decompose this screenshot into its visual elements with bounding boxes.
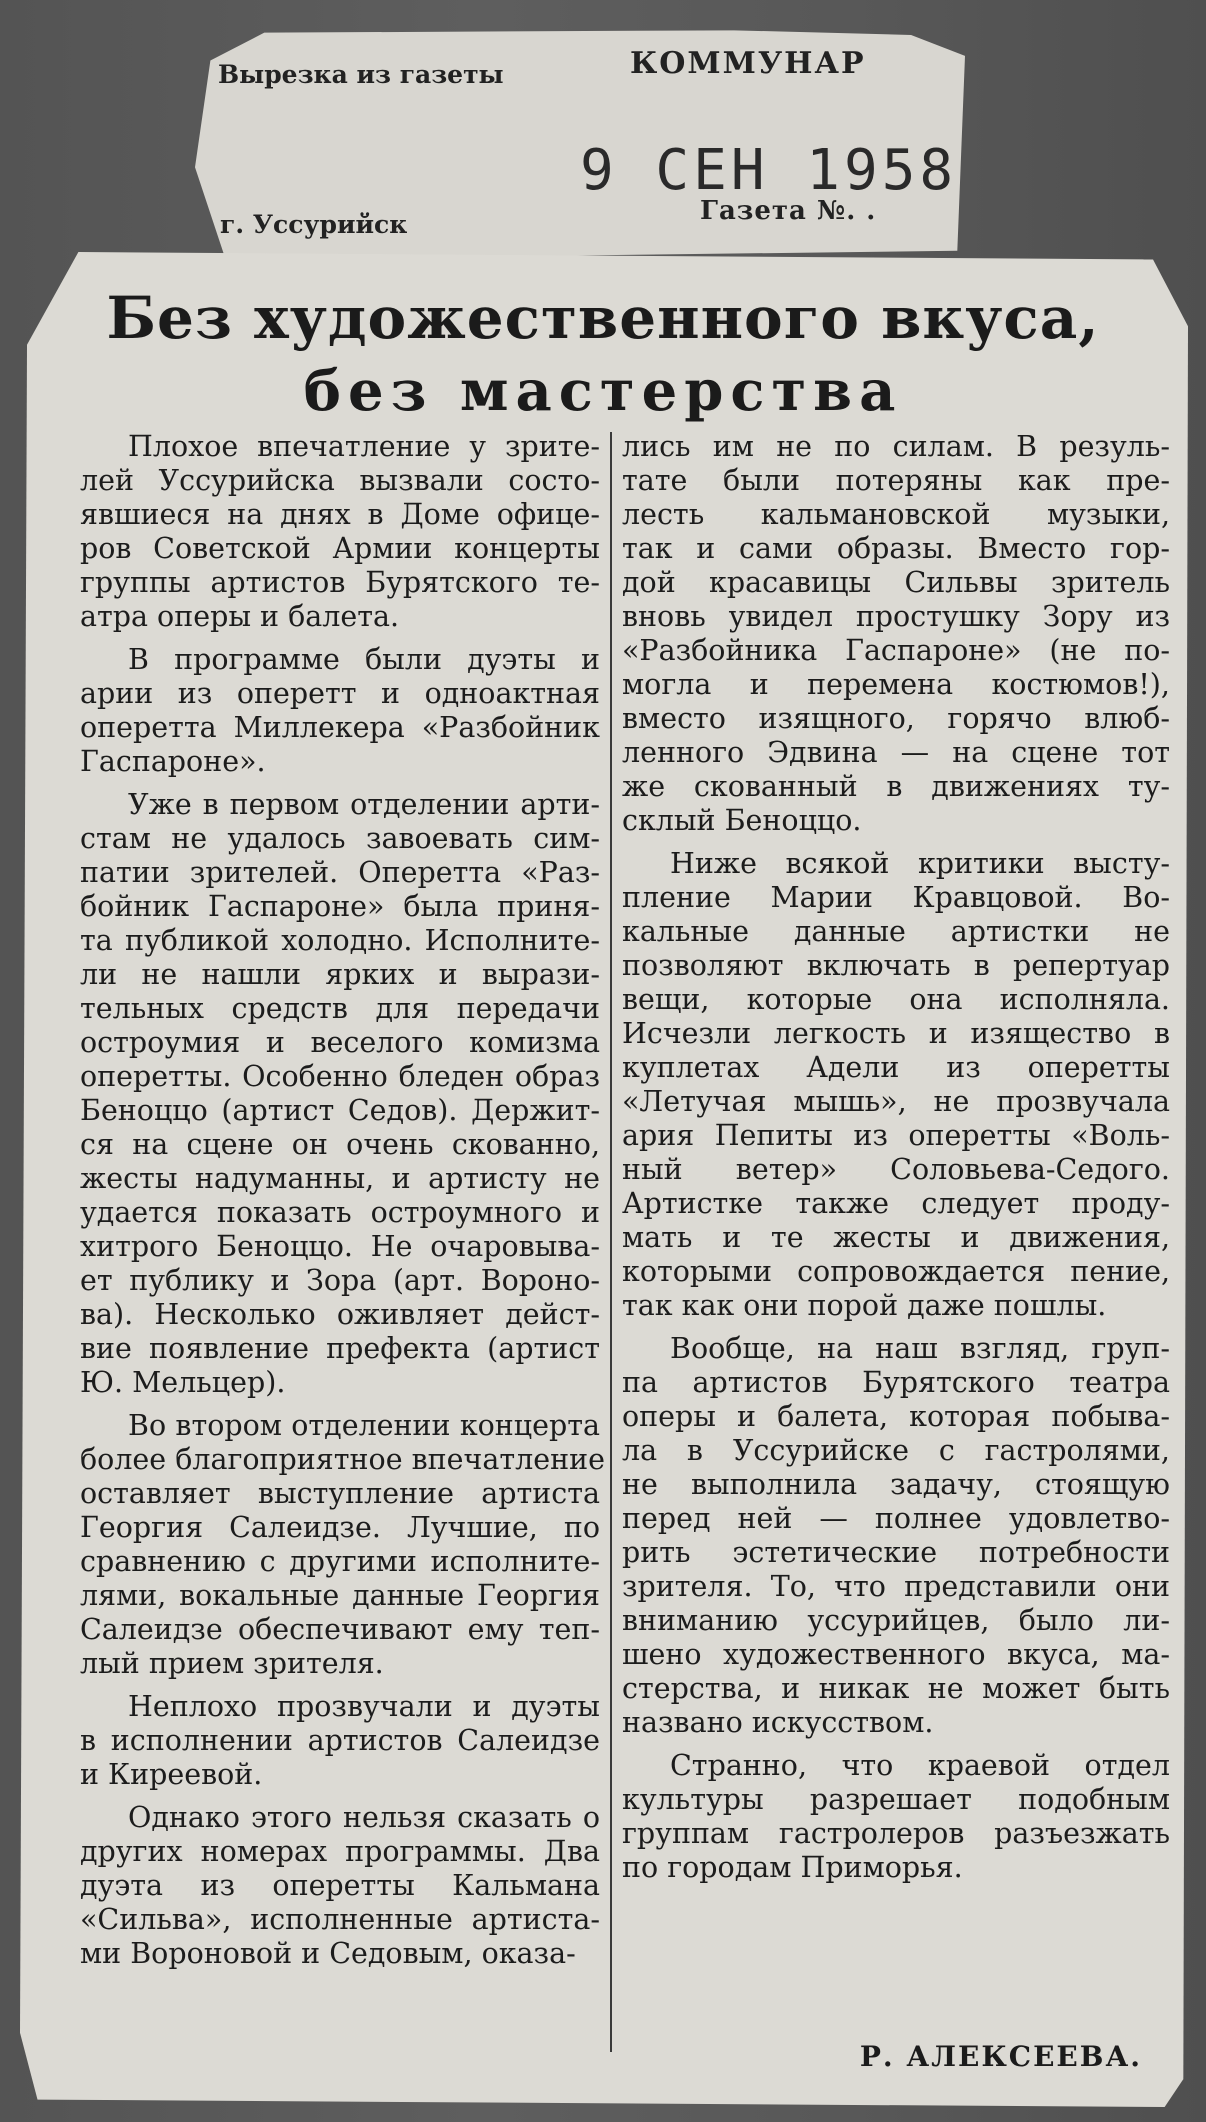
article-line: «Летучая мышь», не прозвучала xyxy=(622,1085,1170,1118)
article-line: позволяют включать в репертуар xyxy=(622,949,1170,982)
article-line: культуры разрешает подобным xyxy=(622,1783,1170,1816)
article-line: Артистке также следует проду- xyxy=(622,1187,1170,1220)
article-line: Беноццо (артист Седов). Держит- xyxy=(80,1094,600,1127)
article-line: и Киреевой. xyxy=(80,1758,263,1791)
article-line: тате были потеряны как пре- xyxy=(622,464,1170,497)
article-line: ет публику и Зора (арт. Вороно- xyxy=(80,1264,600,1297)
article-line: стерства, и никак не может быть xyxy=(622,1672,1170,1705)
article-line: пление Марии Кравцовой. Во- xyxy=(622,881,1170,914)
paragraph-gap xyxy=(80,634,600,643)
article-line: не выполнила задачу, стоящую xyxy=(622,1468,1170,1501)
article-line: более благоприятное впечатление xyxy=(80,1443,605,1476)
paragraph-gap xyxy=(622,1323,1170,1332)
paragraph-gap xyxy=(80,1792,600,1801)
article-line: остроумия и веселого комизма xyxy=(80,1026,600,1059)
article-line: лей Уссурийска вызвали состо- xyxy=(80,464,600,497)
paragraph-gap xyxy=(622,838,1170,847)
article-line: ми Вороновой и Седовым, оказа- xyxy=(80,1937,576,1970)
article-line: в исполнении артистов Салеидзе xyxy=(80,1724,600,1757)
article-line: патии зрителей. Оперетта «Раз- xyxy=(80,856,600,889)
article-line: вместо изящного, горячо влюб- xyxy=(622,702,1170,735)
newspaper-name: КОММУНАР xyxy=(630,46,866,81)
article-line: Плохое впечатление у зрите- xyxy=(128,430,600,463)
article-line: ва). Несколько оживляет дейст- xyxy=(80,1298,600,1331)
article-line: мать и те жесты и движения, xyxy=(622,1221,1170,1254)
article-line: Салеидзе обеспечивают ему теп- xyxy=(80,1613,600,1646)
date-stamp: 9 СЕН 1958 xyxy=(580,138,958,203)
article-line: Однако этого нельзя сказать о xyxy=(128,1801,600,1834)
article-author: Р. АЛЕКСЕЕВА. xyxy=(859,2040,1142,2073)
article-line: лями, вокальные данные Георгия xyxy=(80,1579,600,1612)
article-line: лись им не по силам. В резуль- xyxy=(622,430,1170,463)
article-title-line-2: без мастерства xyxy=(303,358,903,424)
article-line: Странно, что краевой отдел xyxy=(670,1749,1170,1782)
article-line: вниманию уссурийцев, было ли- xyxy=(622,1604,1170,1637)
article-line: оперетты. Особенно бледен образ xyxy=(80,1060,600,1093)
article-line: вие появление префекта (артист xyxy=(80,1332,600,1365)
article-line: оставляет выступление артиста xyxy=(80,1477,600,1510)
article-line: па артистов Бурятского театра xyxy=(622,1366,1170,1399)
article-line: Вообще, на наш взгляд, груп- xyxy=(670,1332,1170,1365)
article-line: дуэта из оперетты Кальмана xyxy=(80,1869,600,1902)
article-line: же скованный в движениях ту- xyxy=(622,770,1170,803)
article-line: могла и перемена костюмов!), xyxy=(622,668,1170,701)
article-line: Георгия Салеидзе. Лучшие, по xyxy=(80,1511,600,1544)
article-line: вновь увидел простушку Зору из xyxy=(622,600,1170,633)
paragraph-gap xyxy=(80,779,600,788)
article-line: «Сильва», исполненные артиста- xyxy=(80,1903,600,1936)
article-line: куплетах Адели из оперетты xyxy=(622,1051,1170,1084)
paragraph-gap xyxy=(80,1681,600,1690)
article-line: тельных средств для передачи xyxy=(80,992,600,1025)
article-line: та публикой холодно. Исполните- xyxy=(80,924,600,957)
article-line: лесть кальмановской музыки, xyxy=(622,498,1170,531)
article-line: так как они порой даже пошлы. xyxy=(622,1289,1107,1322)
article-line: удается показать остроумного и xyxy=(80,1196,600,1229)
article-line: бойник Гаспароне» была приня- xyxy=(80,890,600,923)
article-line: Ю. Мельцер). xyxy=(80,1366,286,1399)
article-line: стам не удалось завоевать сим- xyxy=(80,822,600,855)
article-line: сравнению с другими исполните- xyxy=(80,1545,600,1578)
paragraph-gap xyxy=(80,1400,600,1409)
article-line: ли не нашли ярких и вырази- xyxy=(80,958,600,991)
article-line: лый прием зрителя. xyxy=(80,1647,384,1680)
article-line: Гаспароне». xyxy=(80,745,266,778)
article-line: ария Пепиты из оперетты «Воль- xyxy=(622,1119,1170,1152)
article-line: других номерах программы. Два xyxy=(80,1835,600,1868)
article-line: вещи, которые она исполняла. xyxy=(622,983,1170,1016)
article-left-column xyxy=(80,430,605,1971)
article-line: ла в Уссурийске с гастролями, xyxy=(622,1434,1170,1467)
article-line: группам гастролеров разъезжать xyxy=(622,1817,1170,1850)
article-title-line-1: Без художественного вкуса, xyxy=(106,284,1100,352)
article-line: атра оперы и балета. xyxy=(80,600,400,633)
article-line: Исчезли легкость и изящество в xyxy=(622,1017,1170,1050)
article-line: ров Советской Армии концерты xyxy=(80,532,600,565)
article-line: Во втором отделении концерта xyxy=(128,1409,600,1442)
article-line: оперетта Миллекера «Разбойник xyxy=(80,711,600,744)
article-line: кальные данные артистки не xyxy=(622,915,1170,948)
article-line: которыми сопровождается пение, xyxy=(622,1255,1170,1288)
article-line: группы артистов Бурятского те- xyxy=(80,566,600,599)
article-right-column xyxy=(622,430,1170,1885)
article-line: жесты надуманны, и артисту не xyxy=(80,1162,600,1195)
article-line: рить эстетические потребности xyxy=(622,1536,1170,1569)
article-line: по городам Приморья. xyxy=(622,1851,963,1884)
column-divider xyxy=(610,432,612,2052)
article-line: арии из оперетт и одноактная xyxy=(80,677,600,710)
article-line: ный ветер» Соловьева-Седого. xyxy=(622,1153,1170,1186)
clipping-label: Вырезка из газеты xyxy=(218,60,504,89)
paragraph-gap xyxy=(622,1740,1170,1749)
article-line: названо искусством. xyxy=(622,1706,934,1739)
article-line: Неплохо прозвучали и дуэты xyxy=(128,1690,600,1723)
article-line: ся на сцене он очень скованно, xyxy=(80,1128,600,1161)
city-label: г. Уссурийск xyxy=(220,210,408,239)
article-line: В программе были дуэты и xyxy=(128,643,600,676)
article-line: хитрого Беноццо. Не очаровыва- xyxy=(80,1230,600,1263)
article-line: ленного Эдвина — на сцене тот xyxy=(622,736,1170,769)
article-line: склый Беноццо. xyxy=(622,804,862,837)
article-line: Уже в первом отделении арти- xyxy=(128,788,600,821)
article-line: оперы и балета, которая побыва- xyxy=(622,1400,1170,1433)
article-line: «Разбойника Гаспароне» (не по- xyxy=(622,634,1170,667)
article-line: Ниже всякой критики высту- xyxy=(670,847,1170,880)
article-line: перед ней — полнее удовлетво- xyxy=(622,1502,1170,1535)
article-line: так и сами образы. Вместо гор- xyxy=(622,532,1170,565)
issue-label: Газета №. . xyxy=(700,196,877,226)
article-line: дой красавицы Сильвы зритель xyxy=(622,566,1170,599)
article-line: явшиеся на днях в Доме офице- xyxy=(80,498,600,531)
article-line: шено художественного вкуса, ма- xyxy=(622,1638,1170,1671)
article-line: зрителя. То, что представили они xyxy=(622,1570,1170,1603)
